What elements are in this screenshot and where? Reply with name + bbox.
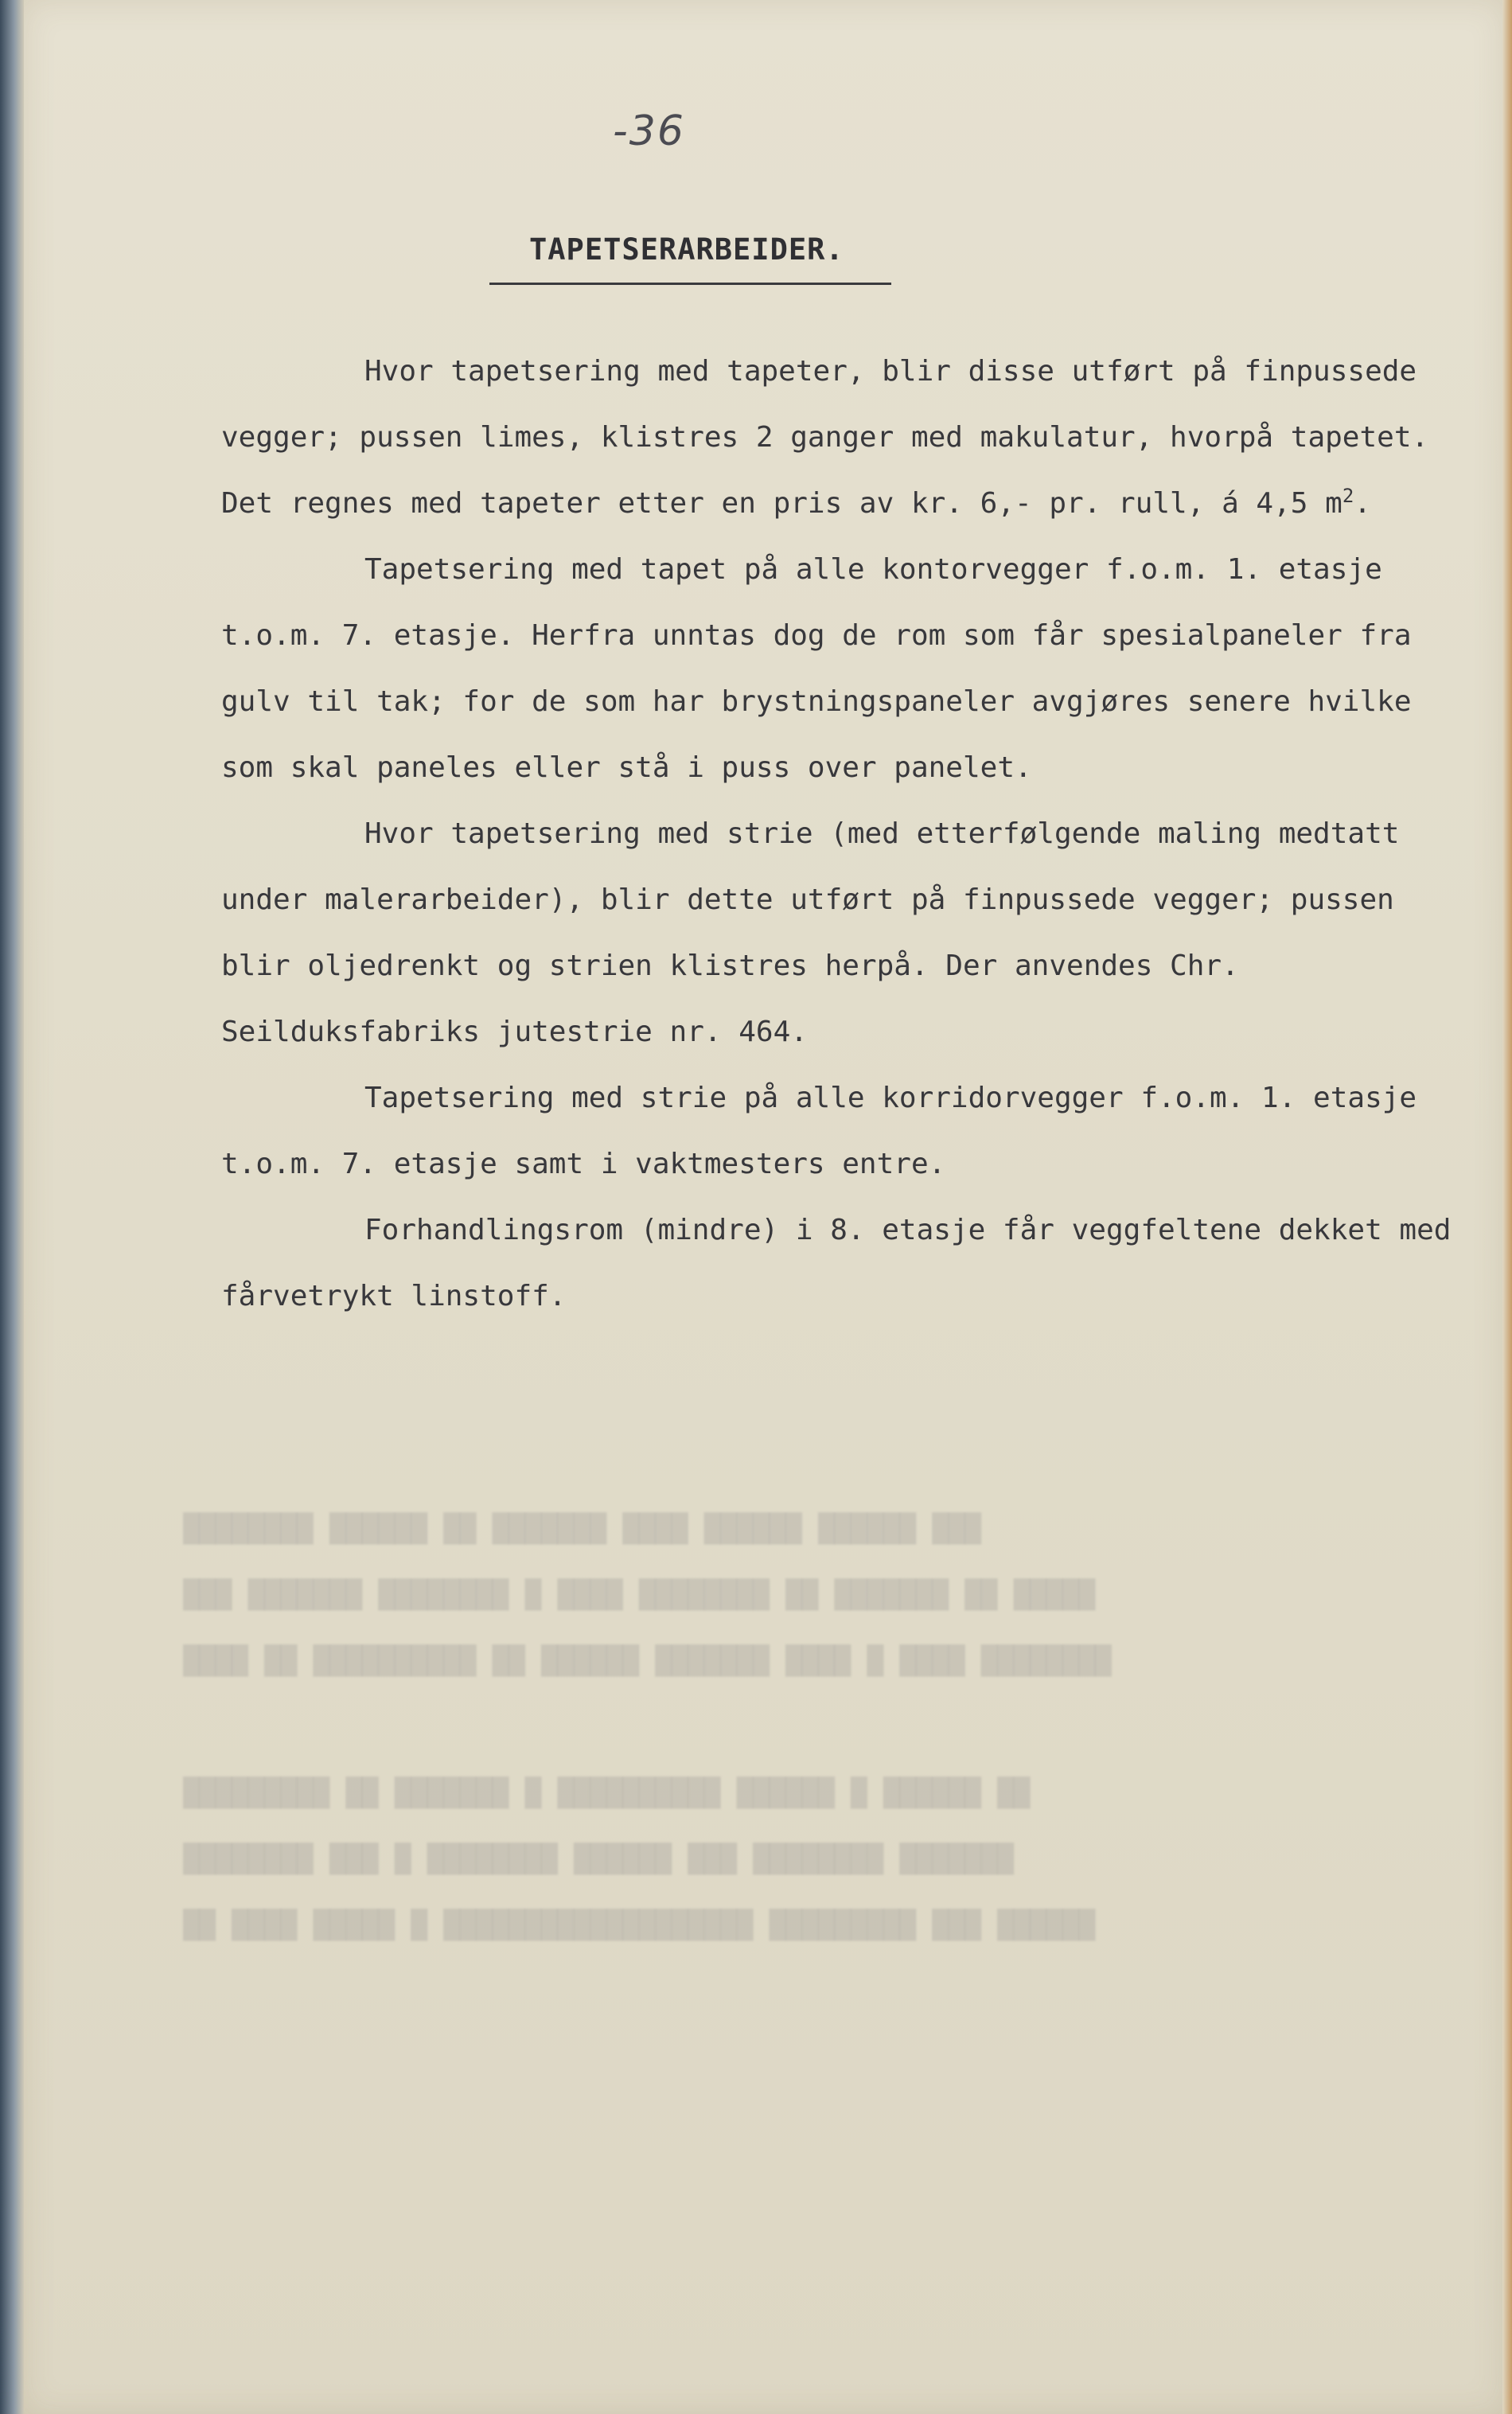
title-underline — [489, 283, 891, 285]
paragraph-2: Tapetsering med tapet på alle kontorvegger f.o.m. 1. etasje t.o.m. 7. etasje. Herfra unntas dog de rom som får spesialpaneler fra gulv til tak; for de som har brystningspaneler avgjøres senere hvilke som skal paneles eller stå i puss over panelet. — [221, 553, 1412, 784]
paragraph-5: Forhandlingsrom (mindre) i 8. etasje får veggfeltene dekket med fårvetrykt linstoff. — [221, 1214, 1452, 1312]
page-title: TAPETSERARBEIDER. — [529, 232, 844, 267]
bleed-through-texture: ████████ ██████ ██ ███████ ████ ██████ ██████ ███ ███ ███████ ████████ █ ████ ████████ ██ ███████ ██ █████ ████ ██ ██████████ ██ ██████ ███████ ████ █ ████ ████████ █████████ ██ ███████ █ ██████████ ██████ █ ██████ ██ ████████ ███ █ ████████ ██████ ███ ████████ ███████ ██ ████ █████ █ ███████████████████ █████████ ███ ██████ — [183, 1513, 1112, 1941]
binder-edge — [0, 0, 24, 2414]
document-body — [221, 338, 1463, 1329]
paragraph-3: Hvor tapetsering med strie (med etterfølgende maling medtatt under malerarbeider), blir dette utført på finpussede vegger; pussen blir oljedrenkt og strien klistres herpå. Der anvendes Chr. Seilduksfabriks jutestrie nr. 464. — [221, 817, 1400, 1048]
paragraph-4: Tapetsering med strie på alle korridorvegger f.o.m. 1. etasje t.o.m. 7. etasje samt i vaktmesters entre. — [221, 1082, 1417, 1180]
page-number: -36 — [613, 107, 685, 155]
page-edge-right — [1502, 0, 1512, 2414]
superscript-2: 2 — [1342, 485, 1354, 507]
paragraph-1: Hvor tapetsering med tapeter, blir disse utført på finpussede vegger; pussen limes, klistres 2 ganger med makulatur, hvorpå tapetet. Det regnes med tapeter etter en pris av kr. 6,- pr. rull, á 4,5 $m^2$. — [221, 355, 1429, 520]
